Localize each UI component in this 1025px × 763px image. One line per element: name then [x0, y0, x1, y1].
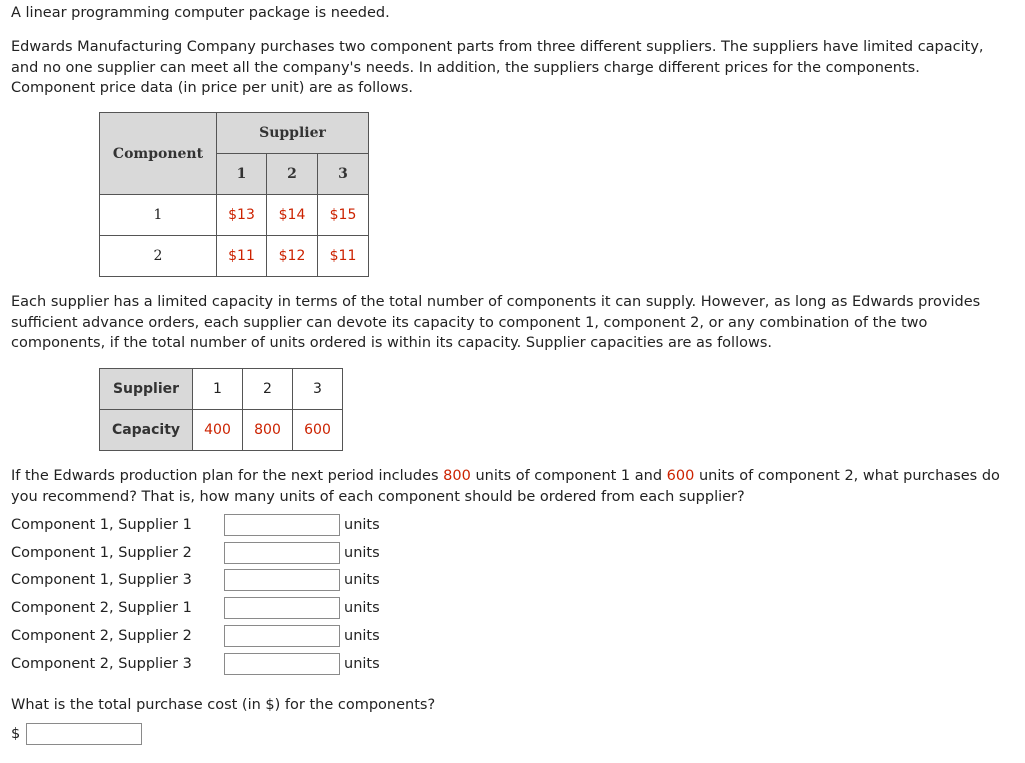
price-cell: $15 — [318, 195, 369, 236]
units-label: units — [344, 517, 380, 533]
supplier-header: Supplier — [217, 113, 369, 154]
question-text — [11, 466, 1021, 507]
price-cell: $13 — [217, 195, 267, 236]
price-cell: $11 — [217, 236, 267, 277]
total-cost-input[interactable] — [26, 723, 142, 745]
price-cell: $14 — [267, 195, 318, 236]
problem-paragraph: Edwards Manufacturing Company purchases two component parts from three different suppliers. The suppliers have limited capacity, and no one supplier can meet all the company's needs. In addition, the suppliers charge different prices for the components. Component price data (in price per unit) are as follows. — [11, 39, 984, 96]
answer-label: Component 1, Supplier 3 — [11, 572, 192, 588]
price-cell: $12 — [267, 236, 318, 277]
supplier-row-label: Supplier — [100, 369, 193, 410]
capacity-paragraph: Each supplier has a limited capacity in terms of the total number of components it can supply. However, as long as Edwards provides sufficient advance orders, each supplier can devote its capacity to component 1, component 2, or any combination of the two components, if the total number of units ordered is within its capacity. Supplier capacities are as follows. — [11, 294, 981, 351]
question-before: If the Edwards production plan for the next period includes — [11, 468, 444, 484]
c2-s1-input[interactable] — [224, 597, 340, 619]
price-table — [99, 112, 369, 277]
intro-text: A linear programming computer package is needed. — [11, 5, 390, 21]
supplier-col-3: 3 — [318, 154, 369, 195]
cost-question: What is the total purchase cost (in $) for the components? — [11, 697, 436, 713]
c1-s1-input[interactable] — [224, 514, 340, 536]
question-middle: units of component 1 and — [470, 468, 667, 484]
capacity-supplier-3: 3 — [293, 369, 343, 410]
supplier-col-2: 2 — [267, 154, 318, 195]
capacity-supplier-2: 2 — [243, 369, 293, 410]
answer-label: Component 2, Supplier 1 — [11, 600, 192, 616]
component-1-quantity: 800 — [443, 468, 471, 484]
component-2-quantity: 600 — [666, 468, 695, 484]
c2-s3-input[interactable] — [224, 653, 340, 675]
c2-s2-input[interactable] — [224, 625, 340, 647]
units-label: units — [344, 600, 380, 616]
units-label: units — [344, 572, 380, 588]
supplier-col-1: 1 — [217, 154, 267, 195]
answer-label: Component 1, Supplier 1 — [11, 517, 192, 533]
units-label: units — [344, 656, 380, 672]
capacity-value: 800 — [243, 410, 293, 451]
price-cell: $11 — [318, 236, 369, 277]
capacity-value: 600 — [293, 410, 343, 451]
c1-s2-input[interactable] — [224, 542, 340, 564]
units-label: units — [344, 545, 380, 561]
question-after: units of component 2, what purchases do you recommend? That is, how many units of each component should be ordered from each supplier? — [11, 468, 1000, 505]
units-label: units — [344, 628, 380, 644]
capacity-row-label: Capacity — [100, 410, 193, 451]
component-header: Component — [100, 113, 217, 195]
answer-label: Component 2, Supplier 2 — [11, 628, 192, 644]
component-2-label: 2 — [100, 236, 217, 277]
capacity-value: 400 — [193, 410, 243, 451]
capacity-table — [99, 368, 343, 451]
answer-label: Component 1, Supplier 2 — [11, 545, 192, 561]
component-1-label: 1 — [100, 195, 217, 236]
dollar-sign: $ — [11, 726, 21, 742]
answer-label: Component 2, Supplier 3 — [11, 656, 192, 672]
capacity-supplier-1: 1 — [193, 369, 243, 410]
c1-s3-input[interactable] — [224, 569, 340, 591]
